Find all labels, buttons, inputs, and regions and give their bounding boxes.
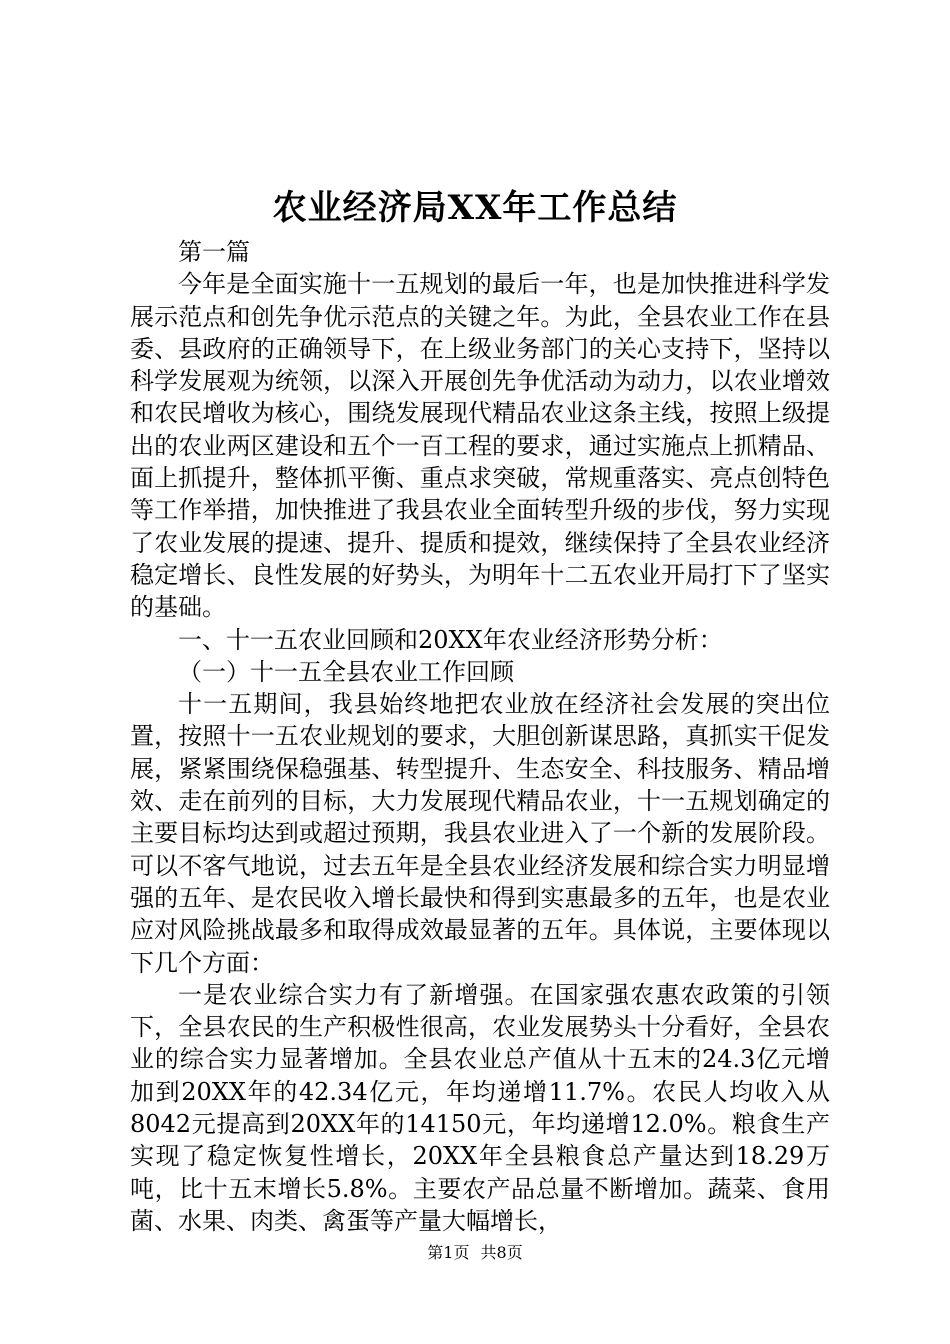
paragraph: 一是农业综合实力有了新增强。在国家强农惠农政策的引领下，全县农民的生产积极性很高，农业发展势头十分看好，全县农业的综合实力显著增加。全县农业总产值从十五末的24.3亿元增加到20XX年的42.34亿元，年均递增11.7%。农民人均收入从8042元提高到20XX年的14150元，年均递增12.0%。粮食生产实现了稳定恢复性增长，20XX年全县粮食总产量达到18.29万吨，比十五末增长5.8%。主要农产品总量不断增加。蔬菜、食用菌、水果、肉类、禽蛋等产量大幅增长， bbox=[130, 980, 830, 1235]
document-body bbox=[130, 236, 830, 1237]
page-number-footer: 第1页 共8页 bbox=[427, 1243, 523, 1262]
paragraph: 十一五期间，我县始终地把农业放在经济社会发展的突出位置，按照十一五农业规划的要求，大胆创新谋思路，真抓实干促发展，紧紧围绕保稳强基、转型提升、生态安全、科技服务、精品增效、走在前列的目标，大力发展现代精品农业，十一五规划确定的主要目标均达到或超过预期，我县农业进入了一个新的发展阶段。可以不客气地说，过去五年是全县农业经济发展和综合实力明显增强的五年、是农民收入增长最快和得到实惠最多的五年，也是农业应对风险挑战最多和取得成效最显著的五年。具体说，主要体现以下几个方面： bbox=[130, 690, 830, 977]
subsection-heading: （一）十一五全县农业工作回顾 bbox=[178, 657, 514, 686]
paragraph: 今年是全面实施十一五规划的最后一年，也是加快推进科学发展示范点和创先争优示范点的关键之年。为此，全县农业工作在县委、县政府的正确领导下，在上级业务部门的关心支持下，坚持以科学发展观为统领，以深入开展创先争优活动为动力，以农业增效和农民增收为核心，围绕发展现代精品农业这条主线，按照上级提出的农业两区建设和五个一百工程的要求，通过实施点上抓精品、面上抓提升，整体抓平衡、重点求突破，常规重落实、亮点创特色等工作举措，加快推进了我县农业全面转型升级的步伐，努力实现了农业发展的提速、提升、提质和提效，继续保持了全县农业经济稳定增长、良性发展的好势头，为明年十二五农业开局打下了坚实的基础。 bbox=[130, 270, 830, 622]
document-title: 农业经济局XX年工作总结 bbox=[272, 188, 678, 228]
section-label: 第一篇 bbox=[178, 238, 250, 266]
section-heading: 一、十一五农业回顾和20XX年农业经济形势分析： bbox=[178, 625, 723, 654]
